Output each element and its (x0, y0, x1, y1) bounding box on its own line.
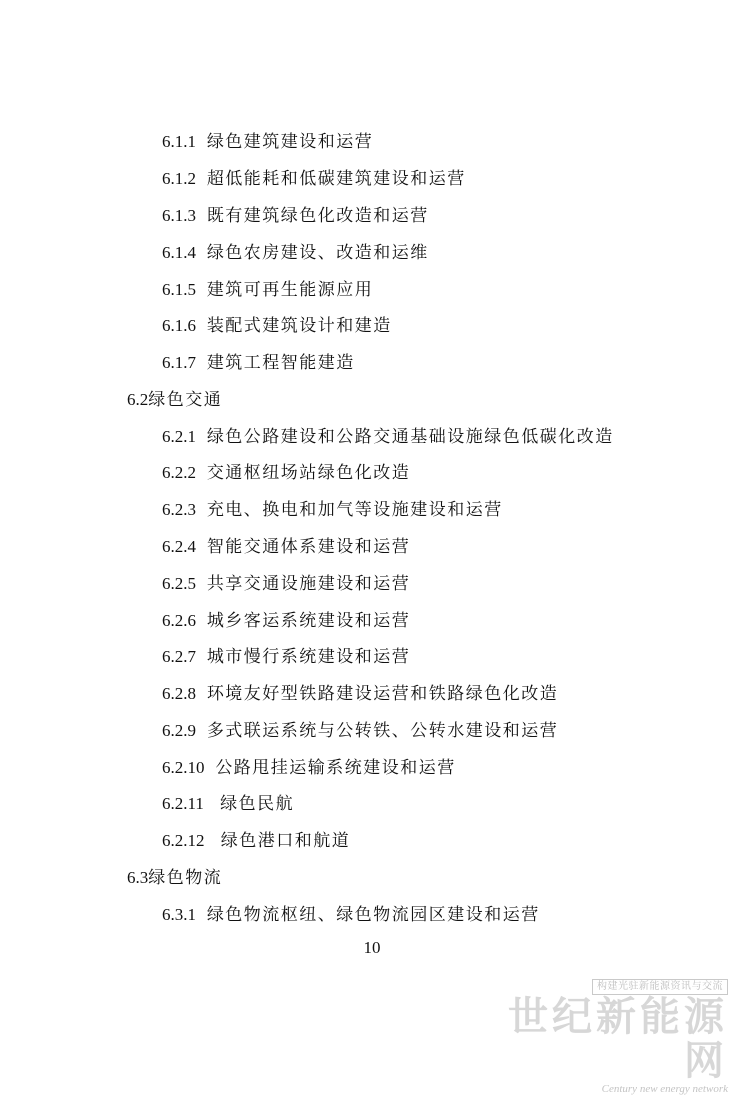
watermark-main-text: 世纪新能源网 (508, 993, 728, 1084)
toc-item-6-3-1: 6.3.1 绿色物流枢纽、绿色物流园区建设和运营 (162, 905, 540, 925)
page-number: 10 (363, 938, 381, 957)
watermark-top-text: 构建光驻新能源资讯与交流 (592, 979, 728, 995)
toc-item-6-1-2: 6.1.2 超低能耗和低碳建筑建设和运营 (162, 169, 466, 189)
toc-section-6-3: 6.3绿色物流 (127, 868, 223, 888)
toc-item-6-2-7: 6.2.7 城市慢行系统建设和运营 (162, 647, 411, 667)
toc-item-6-2-8: 6.2.8 环境友好型铁路建设运营和铁路绿色化改造 (162, 684, 559, 704)
toc-item-6-1-7: 6.1.7 建筑工程智能建造 (162, 353, 355, 373)
toc-item-6-1-4: 6.1.4 绿色农房建设、改造和运维 (162, 243, 429, 263)
watermark-logo (508, 974, 728, 1095)
toc-item-6-2-2: 6.2.2 交通枢纽场站绿色化改造 (162, 463, 411, 483)
toc-item-6-1-5: 6.1.5 建筑可再生能源应用 (162, 280, 374, 300)
toc-item-6-1-1: 6.1.1 绿色建筑建设和运营 (162, 132, 374, 152)
toc-item-6-2-1: 6.2.1 绿色公路建设和公路交通基础设施绿色低碳化改造 (162, 427, 614, 447)
toc-item-6-2-12: 6.2.12 绿色港口和航道 (162, 831, 351, 851)
toc-item-6-2-9: 6.2.9 多式联运系统与公转铁、公转水建设和运营 (162, 721, 559, 741)
toc-section-6-2: 6.2绿色交通 (127, 390, 223, 410)
toc-item-6-2-3: 6.2.3 充电、换电和加气等设施建设和运营 (162, 500, 503, 520)
toc-item-6-2-6: 6.2.6 城乡客运系统建设和运营 (162, 611, 411, 631)
watermark-sub-text: Century new energy network (601, 1083, 728, 1095)
toc-item-6-2-11: 6.2.11 绿色民航 (162, 794, 295, 814)
toc-item-6-1-3: 6.1.3 既有建筑绿色化改造和运营 (162, 206, 429, 226)
toc-item-6-1-6: 6.1.6 装配式建筑设计和建造 (162, 316, 392, 336)
toc-item-6-2-4: 6.2.4 智能交通体系建设和运营 (162, 537, 411, 557)
toc-item-6-2-5: 6.2.5 共享交通设施建设和运营 (162, 574, 411, 594)
toc-item-6-2-10: 6.2.10 公路甩挂运输系统建设和运营 (162, 758, 456, 778)
